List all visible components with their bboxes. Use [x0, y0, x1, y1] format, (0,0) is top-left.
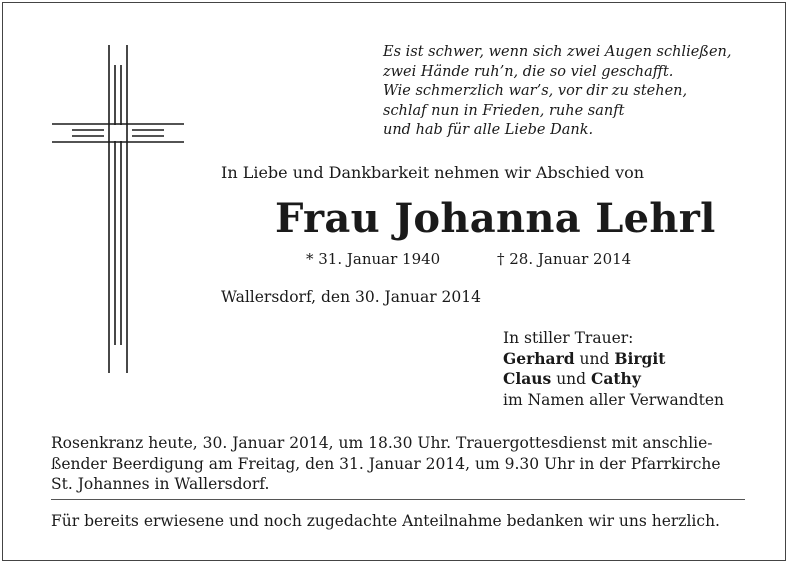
deceased-name: Frau Johanna Lehrl [275, 195, 716, 242]
mourner-couple [503, 369, 724, 390]
service-info [51, 433, 751, 495]
poem-line: Wie schmerzlich war’s, vor dir zu stehen, [383, 83, 688, 99]
poem-line: Es ist schwer, wenn sich zwei Augen schließen, [383, 44, 732, 60]
mourner-joiner: und [574, 349, 615, 368]
mourner-name: Birgit [614, 348, 666, 368]
mourner-name: Claus [503, 369, 552, 388]
mourners-heading: In stiller Trauer: [503, 329, 634, 347]
birth-date: * 31. Januar 1940 [306, 250, 441, 268]
poem [383, 43, 732, 141]
service-line: St. Johannes in Wallersdorf. [51, 475, 270, 493]
service-line: Rosenkranz heute, 30. Januar 2014, um 18.30 Uhr. Trauergottesdienst mit anschlie- [51, 434, 713, 452]
place-date: Wallersdorf, den 30. Januar 2014 [221, 288, 482, 306]
divider [51, 499, 745, 500]
mourner-joiner: und [551, 370, 592, 388]
mourner-couple [503, 349, 724, 370]
poem-line: zwei Hände ruh’n, die so viel geschafft. [383, 63, 674, 80]
death-date: † 28. Januar 2014 [497, 250, 632, 268]
thanks-text: Für bereits erwiesene und noch zugedachte Anteilnahme bedanken wir uns herzlich. [51, 512, 720, 530]
obituary-notice [2, 2, 786, 561]
poem-line: und hab für alle Liebe Dank. [383, 122, 594, 138]
service-line: ßender Beerdigung am Freitag, den 31. Januar 2014, um 9.30 Uhr in der Pfarrkirche [51, 454, 721, 473]
cross-icon [48, 45, 188, 375]
mourners-block [503, 328, 724, 410]
poem-line: schlaf nun in Frieden, ruhe sanft [383, 102, 625, 119]
mourner-name: Cathy [591, 369, 641, 388]
intro-text: In Liebe und Dankbarkeit nehmen wir Abschied von [221, 163, 645, 182]
mourners-relatives: im Namen aller Verwandten [503, 390, 724, 409]
mourner-name: Gerhard [503, 348, 575, 368]
